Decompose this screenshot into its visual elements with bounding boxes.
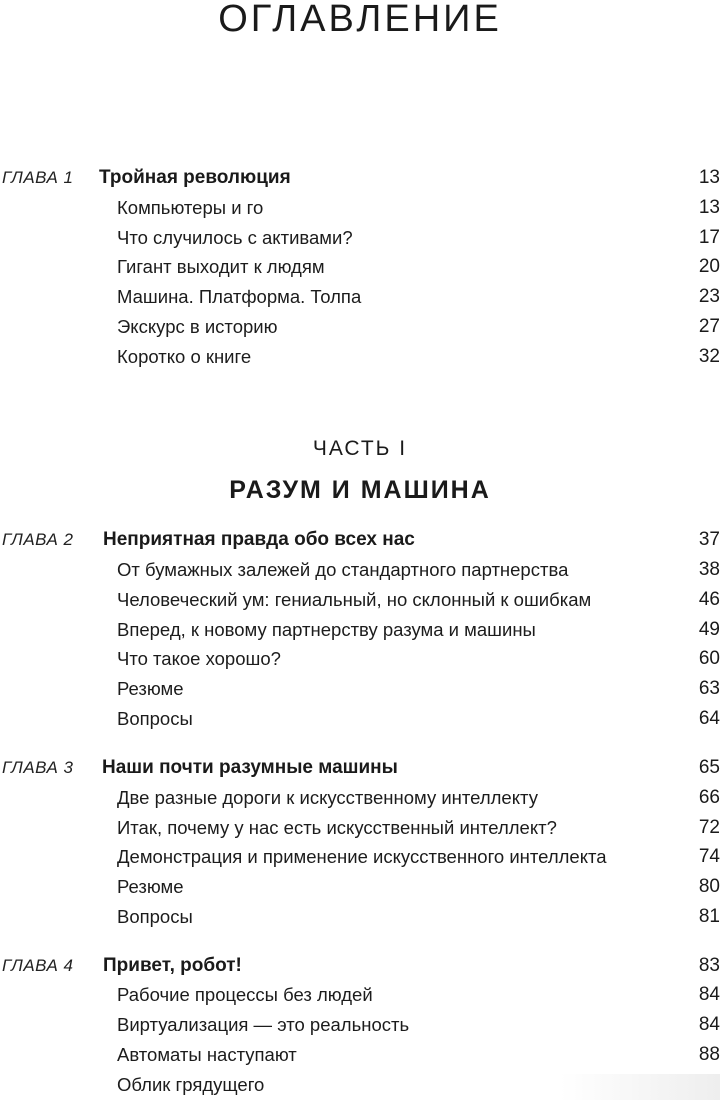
section-title: Резюме: [117, 876, 184, 897]
page-number: 13: [698, 167, 720, 188]
page-number: 13: [698, 197, 720, 218]
section-row[interactable]: [0, 706, 720, 732]
chapter-title: Неприятная правда обо всех нас: [103, 529, 415, 550]
page-number: 46: [698, 589, 720, 610]
section-row[interactable]: [0, 785, 720, 811]
section-title: Гигант выходит к людям: [117, 256, 325, 277]
page-number: 81: [698, 906, 720, 927]
section-row[interactable]: [0, 904, 720, 930]
page-number: 83: [698, 955, 720, 976]
page-title: ОГЛАВЛЕНИЕ: [218, 0, 502, 40]
chapter-title: Привет, робот!: [103, 955, 242, 976]
section-title: Рабочие процессы без людей: [117, 984, 373, 1005]
page-number: 84: [698, 984, 720, 1005]
chapter-row[interactable]: [0, 953, 720, 979]
section-row[interactable]: [0, 1042, 720, 1068]
part-label: ЧАСТЬ I: [312, 437, 408, 460]
section-row[interactable]: [0, 225, 720, 251]
page-number: 88: [698, 1044, 720, 1065]
chapter-label: ГЛАВА 2: [2, 530, 74, 549]
section-title: Машина. Платформа. Толпа: [117, 286, 362, 307]
chapter-title: Наши почти разумные машины: [102, 757, 398, 778]
section-title: Автоматы наступают: [117, 1044, 297, 1065]
section-title: Вопросы: [117, 708, 193, 729]
page-number: 66: [698, 787, 720, 808]
section-title: Итак, почему у нас есть искусственный интеллект?: [117, 817, 557, 838]
page-number: 72: [698, 817, 720, 838]
section-title: От бумажных залежей до стандартного партнерства: [117, 559, 569, 580]
page-number: 80: [698, 876, 720, 897]
section-title: Виртуализация — это реальность: [117, 1014, 410, 1035]
page-number: 23: [698, 286, 720, 307]
section-row[interactable]: [0, 646, 720, 672]
chapter-row[interactable]: [0, 755, 720, 781]
page-number: 64: [698, 708, 720, 729]
section-title: Облик грядущего: [117, 1074, 265, 1095]
section-row[interactable]: [0, 815, 720, 841]
section-title: Что такое хорошо?: [117, 648, 281, 669]
section-row[interactable]: [0, 557, 720, 583]
section-title: Что случилось с активами?: [117, 227, 353, 248]
section-title: Вперед, к новому партнерству разума и машины: [117, 619, 536, 640]
section-row[interactable]: [0, 254, 720, 280]
part-title: РАЗУМ И МАШИНА: [229, 476, 491, 504]
page-number: 65: [698, 757, 720, 778]
chapter-label: ГЛАВА 3: [2, 758, 74, 777]
section-row[interactable]: [0, 587, 720, 613]
section-title: Вопросы: [117, 906, 193, 927]
page-number: 49: [698, 619, 720, 640]
section-row[interactable]: [0, 1012, 720, 1038]
chapter-label: ГЛАВА 1: [2, 168, 74, 187]
page-number: 60: [698, 648, 720, 669]
page-number: 37: [698, 529, 720, 550]
chapter-row[interactable]: [0, 165, 720, 191]
section-row[interactable]: [0, 617, 720, 643]
page-number: 38: [698, 559, 720, 580]
chapter-label: ГЛАВА 4: [2, 956, 74, 975]
section-row[interactable]: [0, 284, 720, 310]
page-number: 84: [698, 1014, 720, 1035]
section-row[interactable]: [0, 314, 720, 340]
chapter-title: Тройная революция: [99, 167, 291, 188]
section-row[interactable]: [0, 676, 720, 702]
section-title: Резюме: [117, 678, 184, 699]
section-row[interactable]: [0, 344, 720, 370]
section-row[interactable]: [0, 844, 720, 870]
section-title: Коротко о книге: [117, 346, 252, 367]
page-number: 20: [698, 256, 720, 277]
section-title: Две разные дороги к искусственному интеллекту: [117, 787, 538, 808]
section-row[interactable]: [0, 982, 720, 1008]
section-title: Человеческий ум: гениальный, но склонный к ошибкам: [117, 589, 592, 610]
page-number: 17: [698, 227, 720, 248]
page-number: 27: [698, 316, 720, 337]
page-edge-shadow: [560, 1074, 720, 1100]
section-title: Демонстрация и применение искусственного интеллекта: [117, 846, 607, 867]
section-row[interactable]: [0, 195, 720, 221]
section-title: Экскурс в историю: [117, 316, 278, 337]
page-number: 63: [698, 678, 720, 699]
chapter-row[interactable]: [0, 527, 720, 553]
section-title: Компьютеры и го: [117, 197, 264, 218]
page-number: 74: [698, 846, 720, 867]
section-row[interactable]: [0, 874, 720, 900]
page-number: 32: [698, 346, 720, 367]
